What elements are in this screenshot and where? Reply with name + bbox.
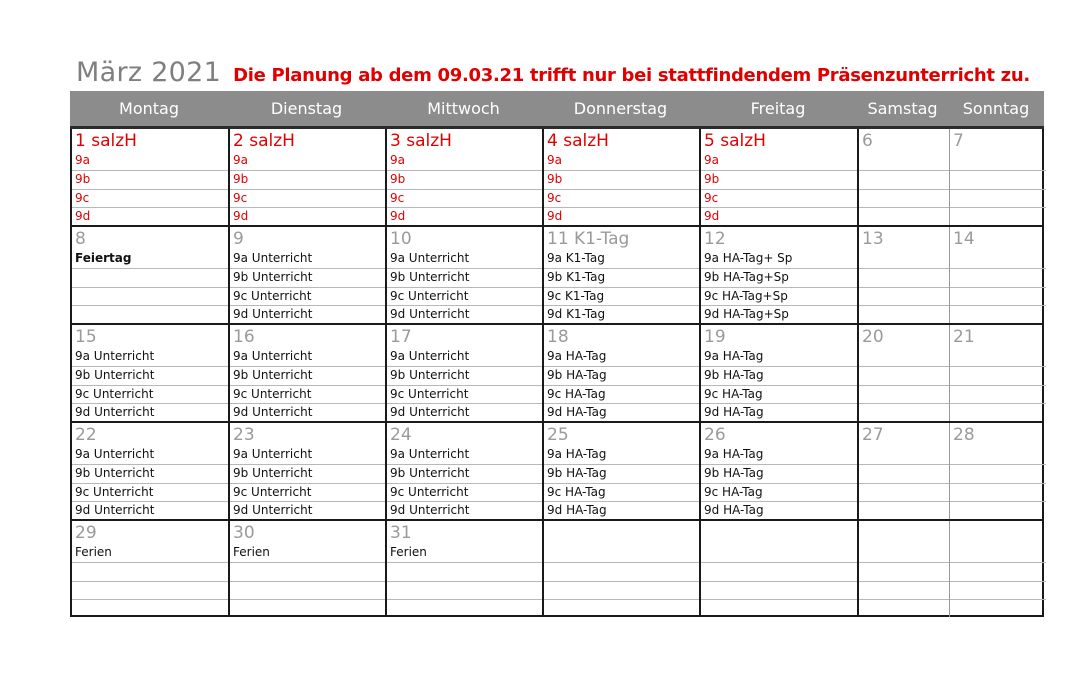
planning-notice: Die Planung ab dem 09.03.21 trifft nur bei stattfindendem Präsenzunterricht zu. [233,65,1030,86]
day-entry: 9b [230,170,385,188]
day-entry [950,207,1046,225]
day-label [701,521,857,544]
day-entry: 9d [230,207,385,225]
day-cell [859,129,950,225]
day-entry [72,581,228,599]
day-entry: 9d [72,207,228,225]
day-entry: 9c Unterricht [387,483,542,501]
day-entry [230,599,385,617]
day-label: 17 [390,327,412,347]
day-entries [950,250,1046,323]
day-entry: 9b Unterricht [387,366,542,384]
day-entry [859,287,949,305]
day-entry: 9a [75,153,90,167]
day-cell [230,521,387,617]
day-entries [701,348,857,421]
day-cell [387,521,544,617]
weekday-header-6: Sonntag [962,99,1030,118]
title-row [76,57,1030,88]
day-cell [387,325,544,421]
day-entry [950,348,1046,366]
day-entry: 9b [544,170,699,188]
day-entry [950,366,1046,384]
day-entry: 9b [701,170,857,188]
day-label: 1 salzH [75,131,137,151]
day-cell [701,325,859,421]
day-entry [544,599,699,617]
day-entry: 9c Unterricht [72,483,228,501]
day-entries [230,544,385,617]
day-label: 31 [390,523,412,543]
day-entry [387,581,542,599]
day-entry: 9b HA-Tag+Sp [701,268,857,286]
day-entry [859,250,949,268]
day-entries [859,250,949,323]
day-label: 14 [953,229,975,249]
day-label: 21 [953,327,975,347]
day-entry [859,385,949,403]
day-entry: 9a Unterricht [390,251,470,265]
calendar-table [70,91,1044,617]
day-entry: Feiertag [75,251,132,265]
day-entries [544,446,699,519]
day-entry: 9d HA-Tag [544,501,699,519]
day-label: 19 [704,327,726,347]
day-entry: 9d HA-Tag [701,501,857,519]
day-entry [859,544,949,562]
day-label [859,521,949,544]
day-entry [387,599,542,617]
day-entry [859,483,949,501]
day-entry [950,403,1046,421]
day-label: 30 [233,523,255,543]
day-entry [950,464,1046,482]
day-entry [859,305,949,323]
day-entries [544,152,699,225]
day-entry: 9a Unterricht [390,447,470,461]
day-entry: 9a [390,153,405,167]
day-cell [230,325,387,421]
day-label: 29 [75,523,97,543]
day-entry [950,544,1046,562]
day-entry [230,562,385,580]
day-entry [72,287,228,305]
day-entries [230,152,385,225]
day-cell [72,423,230,519]
day-entry: 9d [544,207,699,225]
week-row [72,325,1042,423]
day-entry: 9b HA-Tag [544,366,699,384]
day-entry: 9d Unterricht [230,305,385,323]
day-cell [544,129,701,225]
day-entry: 9c Unterricht [387,385,542,403]
day-label: 7 [953,131,964,151]
day-entry [950,446,1046,464]
day-entry [859,446,949,464]
day-entries [230,250,385,323]
day-entry: 9d [387,207,542,225]
day-cell [230,423,387,519]
day-entries [544,544,699,617]
day-cell [544,325,701,421]
day-entry: 9d Unterricht [230,501,385,519]
day-entry: Ferien [390,545,427,559]
day-entry: 9a Unterricht [75,349,155,363]
day-entry: 9b HA-Tag [701,366,857,384]
day-label: 28 [953,425,975,445]
day-entry: 9d Unterricht [72,501,228,519]
day-entry: 9c [230,189,385,207]
day-label: 18 [547,327,569,347]
day-entry: 9c [701,189,857,207]
day-entry [859,189,949,207]
day-entries [230,348,385,421]
day-entry: 9a [704,153,719,167]
day-entries [859,446,949,519]
day-entry [859,501,949,519]
day-entry: 9c HA-Tag [544,483,699,501]
day-entry: 9c HA-Tag [701,483,857,501]
day-label: 3 salzH [390,131,452,151]
day-entry [950,287,1046,305]
day-entry: 9d [701,207,857,225]
day-cell [859,423,950,519]
day-entry: 9b Unterricht [230,366,385,384]
day-entry: 9d HA-Tag [701,403,857,421]
day-entries [387,152,542,225]
day-entry [859,170,949,188]
day-cell [701,521,859,617]
day-entry [701,599,857,617]
day-cell [950,325,1046,421]
day-entry [544,562,699,580]
day-entry: 9b K1-Tag [544,268,699,286]
day-label: 4 salzH [547,131,609,151]
day-cell [230,129,387,225]
day-entry [72,562,228,580]
day-cell [72,521,230,617]
day-entries [950,152,1046,225]
day-entry: 9b Unterricht [387,464,542,482]
day-entries [859,348,949,421]
day-cell [950,521,1046,617]
day-entries [72,250,228,323]
day-entry: 9a Unterricht [75,447,155,461]
day-entry [950,483,1046,501]
day-entry: 9a Unterricht [233,349,313,363]
weekday-header-5: Samstag [867,99,938,118]
day-entry: 9a HA-Tag [704,349,764,363]
day-cell [72,227,230,323]
day-entry [859,348,949,366]
day-cell [544,521,701,617]
day-entry: 9a HA-Tag [547,447,607,461]
day-entry: 9d Unterricht [72,403,228,421]
day-entry: 9a [547,153,562,167]
day-entry [701,562,857,580]
day-label: 27 [862,425,884,445]
day-entry [950,599,1046,617]
day-cell [701,129,859,225]
day-entries [544,250,699,323]
week-row [72,521,1042,615]
day-cell [950,423,1046,519]
day-entry: 9c Unterricht [387,287,542,305]
day-entry [72,599,228,617]
day-label: 25 [547,425,569,445]
day-entry [230,581,385,599]
day-entries [950,348,1046,421]
month-title: März 2021 [76,57,222,88]
day-entry: 9b Unterricht [230,464,385,482]
day-entry [950,250,1046,268]
day-entries [72,152,228,225]
day-label: 12 [704,229,726,249]
day-entry: 9d K1-Tag [544,305,699,323]
weekday-header-4: Freitag [750,99,806,118]
day-entry: Ferien [233,545,270,559]
day-entry [72,305,228,323]
day-entry [950,501,1046,519]
day-entry [859,152,949,170]
day-entry: 9d Unterricht [387,305,542,323]
day-entry [859,207,949,225]
weekday-header-3: Donnerstag [573,99,668,118]
day-entry [72,268,228,286]
day-entry: 9d Unterricht [230,403,385,421]
day-label: 13 [862,229,884,249]
day-entry [859,366,949,384]
day-entry: 9c Unterricht [72,385,228,403]
day-label: 8 [75,229,86,249]
day-entry [701,544,857,562]
day-entry: 9d HA-Tag+Sp [701,305,857,323]
day-entry: 9a HA-Tag [704,447,764,461]
day-label: 10 [390,229,412,249]
day-cell [859,227,950,323]
day-entries [859,544,949,617]
day-cell [701,227,859,323]
day-entry: 9c HA-Tag+Sp [701,287,857,305]
day-entry [950,385,1046,403]
day-label: 20 [862,327,884,347]
day-entries [387,446,542,519]
day-entry: 9b Unterricht [72,464,228,482]
day-entry [387,562,542,580]
day-entry: 9c HA-Tag [701,385,857,403]
day-entries [387,250,542,323]
day-entry [859,268,949,286]
day-entry: Ferien [75,545,112,559]
day-label: 16 [233,327,255,347]
weekday-header-2: Mittwoch [427,99,500,118]
day-entry: 9c [72,189,228,207]
day-label: 6 [862,131,873,151]
day-label: 24 [390,425,412,445]
day-entry: 9c [544,189,699,207]
day-label: 23 [233,425,255,445]
day-cell [387,129,544,225]
day-entry [950,305,1046,323]
day-cell [701,423,859,519]
weekday-header-row [70,91,1044,129]
day-label: 2 salzH [233,131,295,151]
day-entry: 9c Unterricht [230,287,385,305]
day-entry: 9c Unterricht [230,483,385,501]
day-entries [701,544,857,617]
day-cell [72,129,230,225]
day-entries [950,446,1046,519]
day-cell [387,227,544,323]
day-entry: 9a [233,153,248,167]
day-entries [701,446,857,519]
day-entry: 9b [387,170,542,188]
day-entry [950,170,1046,188]
day-entry [859,403,949,421]
day-entry [859,599,949,617]
day-entry [950,562,1046,580]
day-entry [544,581,699,599]
day-entry: 9c HA-Tag [544,385,699,403]
day-cell [230,227,387,323]
day-entry: 9c Unterricht [230,385,385,403]
day-label: 22 [75,425,97,445]
day-entry: 9a Unterricht [233,251,313,265]
day-cell [72,325,230,421]
day-cell [950,227,1046,323]
day-label [950,521,1046,544]
day-entry: 9b Unterricht [230,268,385,286]
day-entry [859,562,949,580]
day-entries [950,544,1046,617]
day-label: 26 [704,425,726,445]
day-label: 15 [75,327,97,347]
day-entry [544,544,699,562]
day-entry: 9d HA-Tag [544,403,699,421]
day-cell [387,423,544,519]
day-entry [950,268,1046,286]
day-entry: 9a Unterricht [390,349,470,363]
day-entries [701,250,857,323]
day-entry [950,581,1046,599]
weekday-header-0: Montag [119,99,179,118]
day-entries [859,152,949,225]
calendar-weeks [70,129,1044,617]
week-row [72,227,1042,325]
day-entry: 9b Unterricht [72,366,228,384]
day-cell [859,521,950,617]
day-label: 11 K1-Tag [547,229,630,249]
day-entry: 9b Unterricht [387,268,542,286]
day-entry: 9a K1-Tag [547,251,605,265]
day-entry: 9c [387,189,542,207]
day-entry: 9a HA-Tag [547,349,607,363]
week-row [72,423,1042,521]
day-entry: 9b HA-Tag [544,464,699,482]
day-label [544,521,699,544]
day-label: 9 [233,229,244,249]
day-entries [230,446,385,519]
day-entry: 9b HA-Tag [701,464,857,482]
day-entry: 9b [72,170,228,188]
day-label: 5 salzH [704,131,766,151]
day-entry: 9d Unterricht [387,501,542,519]
week-row [72,129,1042,227]
day-entries [72,446,228,519]
day-entries [387,348,542,421]
day-entry [859,581,949,599]
day-cell [859,325,950,421]
day-cell [544,423,701,519]
day-entries [701,152,857,225]
day-cell [950,129,1046,225]
day-entry [859,464,949,482]
day-entries [387,544,542,617]
day-entries [72,544,228,617]
day-entry [950,189,1046,207]
day-entry [950,152,1046,170]
day-entry: 9c K1-Tag [544,287,699,305]
day-entry: 9a HA-Tag+ Sp [704,251,793,265]
day-entry: 9d Unterricht [387,403,542,421]
day-cell [544,227,701,323]
day-entries [72,348,228,421]
weekday-header-1: Dienstag [270,99,343,118]
day-entries [544,348,699,421]
day-entry: 9a Unterricht [233,447,313,461]
day-entry [701,581,857,599]
